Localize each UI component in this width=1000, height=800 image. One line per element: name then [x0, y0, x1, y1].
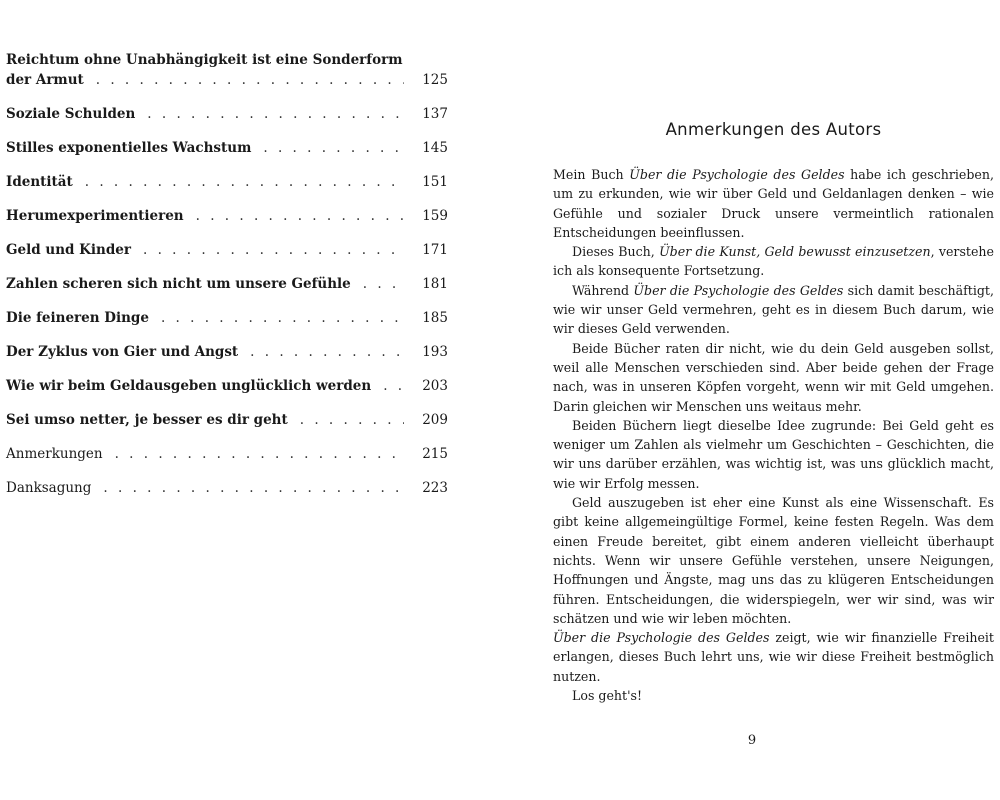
notes-paragraph: Geld auszugeben ist eher eine Kunst als eine Wissenschaft. Es gibt keine allgemeingültige Formel, keine festen Regeln. Was dem einen Freude bereitet, gibt einem anderen vielleicht überhaupt nichts. Wenn wir unsere Gefühle verstehen, unsere Neigungen, Hoffnungen und Ängste, mag uns das zu klügeren Entscheidungen führen. Entscheidungen, die widerspiegeln, wer wir sind, was wir schätzen und wie wir leben möchten. [553, 495, 994, 626]
toc-entry-page: 171 [422, 242, 448, 258]
toc-entry-title: Herumexperimentieren [6, 208, 184, 224]
toc-entry [6, 478, 448, 498]
toc-entry-title: der Armut [6, 72, 84, 88]
toc-entry-page: 181 [422, 276, 448, 292]
notes-heading: Anmerkungen des Autors [665, 120, 882, 139]
book-title-italic: Über die Kunst, Geld bewusst einzusetzen [659, 244, 931, 260]
toc-leader-dots [161, 308, 404, 328]
toc-entry-page: 137 [422, 106, 448, 122]
toc-entry-title: Zahlen scheren sich nicht um unsere Gefühle [6, 276, 351, 292]
toc-entry-title: Stilles exponentielles Wachstum [6, 140, 252, 156]
toc-entry [6, 104, 448, 124]
toc-entry-title: Die feineren Dinge [6, 310, 149, 326]
toc-leader-dots [263, 138, 404, 158]
book-title-italic: Über die Psychologie des Geldes [629, 167, 845, 182]
toc-entry [6, 240, 448, 260]
notes-paragraph: Beide Bücher raten dir nicht, wie du dein Geld ausgeben sollst, weil alle Menschen verschieden sind. Aber beide gehen der Frage nach, was in unseren Köpfen vorgeht, wenn wir mit Geld umgehen. Darin gleichen wir Menschen uns weitaus mehr. [553, 340, 994, 414]
toc-entry [6, 376, 448, 396]
text-run: , verstehe ich als konsequente Fortsetzung. [553, 244, 994, 279]
toc-leader-dots [103, 478, 404, 498]
text-run: Während [572, 282, 634, 298]
toc-leader-dots [250, 342, 404, 362]
book-title-italic: Über die Psychologie des Geldes [553, 630, 770, 646]
toc-entry-title: Danksagung [6, 480, 92, 496]
toc-leader-dots [147, 104, 404, 124]
toc-entry-title: Der Zyklus von Gier und Angst [6, 344, 239, 360]
text-run: sich damit beschäftigt, wie wir unser Geld vermehren, geht es in diesem Buch darum, wie wir dieses Geld verwenden. [553, 282, 994, 337]
notes-paragraph: Beiden Büchern liegt dieselbe Idee zugrunde: Bei Geld geht es weniger um Zahlen als vielmehr um Geschichten – Geschichten, die wir uns darüber erzählen, was wichtig ist, was uns glücklich macht, wie wir Erfolg messen. [553, 417, 994, 491]
notes-paragraph [553, 165, 994, 242]
toc-leader-dots [300, 410, 404, 430]
toc-entry-title: Wie wir beim Geldausgeben unglücklich werden [6, 378, 372, 394]
toc-entry-title: Soziale Schulden [6, 106, 136, 122]
toc-entry-page: 193 [422, 344, 448, 360]
notes-closing: Los geht's! [572, 688, 643, 704]
toc-entry [6, 274, 448, 294]
toc-entry-page: 203 [422, 378, 448, 394]
toc-entry [6, 172, 448, 192]
table-of-contents [6, 50, 448, 512]
toc-leader-dots [143, 240, 404, 260]
toc-entry [6, 444, 448, 464]
notes-paragraph [553, 628, 994, 686]
toc-entry-page: 125 [422, 72, 448, 88]
toc-entry [6, 342, 448, 362]
toc-leader-dots [363, 274, 404, 294]
text-run: zeigt, wie wir finanzielle Freiheit erlangen, dieses Buch lehrt uns, wie wir diese Freiheit bestmöglich nutzen. [553, 630, 994, 684]
toc-entry [6, 308, 448, 328]
text-run: Dieses Buch, [572, 244, 660, 260]
text-run: habe ich geschrieben, um zu erkunden, wie wir über Geld und Geldanlagen denken – wie Gefühle und sozialer Druck unsere vermeintlich rationalen Entscheidungen beeinflussen. [553, 167, 995, 240]
toc-leader-dots [196, 206, 404, 226]
toc-entry [6, 50, 448, 90]
toc-entry-title-line1: Reichtum ohne Unabhängigkeit ist eine Sonderform [6, 52, 403, 68]
toc-entry-page: 185 [422, 310, 448, 326]
toc-entry-page: 223 [422, 480, 448, 496]
toc-leader-dots [85, 172, 404, 192]
page-number: 9 [747, 733, 757, 748]
toc-entry [6, 410, 448, 430]
toc-entry-page: 151 [422, 174, 448, 190]
toc-entry-title: Geld und Kinder [6, 242, 131, 258]
toc-entry-page: 159 [422, 208, 448, 224]
toc-entry-title: Identität [6, 174, 73, 190]
toc-entry-page: 145 [422, 140, 448, 156]
notes-paragraph [553, 281, 994, 339]
toc-entry-page: 209 [422, 412, 448, 428]
toc-entry [6, 138, 448, 158]
toc-entry-title: Sei umso netter, je besser es dir geht [6, 412, 288, 428]
notes-paragraph [553, 242, 994, 281]
toc-leader-dots [115, 444, 404, 464]
toc-entry-title: Anmerkungen [6, 446, 103, 462]
toc-entry [6, 206, 448, 226]
toc-leader-dots [96, 70, 404, 90]
toc-leader-dots [383, 376, 404, 396]
book-title-italic: Über die Psychologie des Geldes [633, 282, 844, 298]
toc-entry-page: 215 [422, 446, 448, 462]
author-notes [553, 120, 994, 705]
text-run: Mein Buch [553, 167, 630, 182]
